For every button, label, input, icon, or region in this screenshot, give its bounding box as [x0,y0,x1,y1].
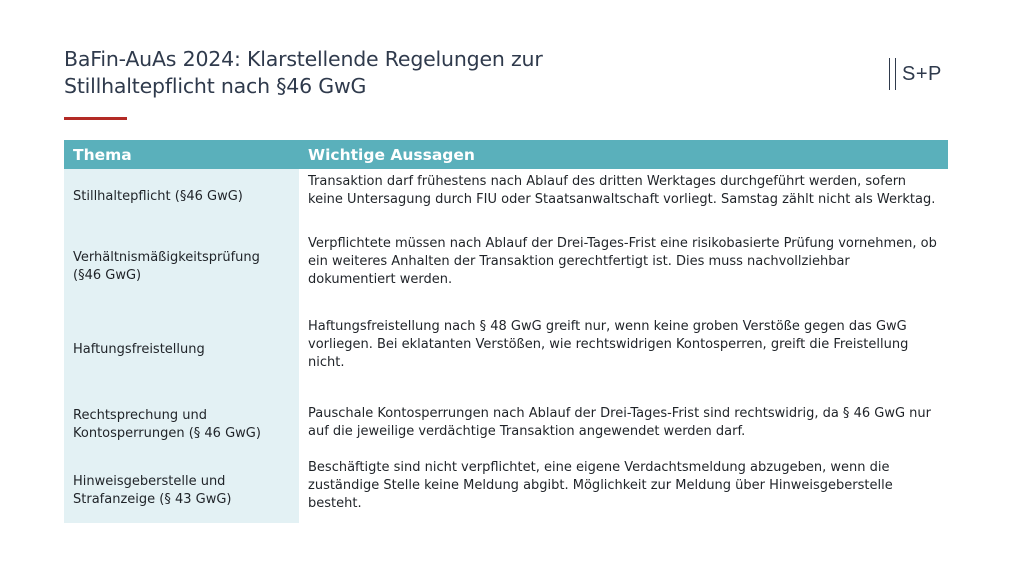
header-statements: Wichtige Aussagen [308,145,475,164]
logo-text: S+P [902,62,942,85]
row-topic: Haftungsfreistellung [64,309,299,391]
title-accent-rule [64,117,127,120]
row-topic: Verhältnismäßigkeitsprüfung (§46 GwG) [64,225,299,309]
table-row [64,169,948,225]
row-topic: Hinweisgeberstelle und Strafanzeige (§ 43 GwG) [64,458,299,523]
header-topic: Thema [73,145,132,164]
row-topic: Rechtsprechung und Kontosperrungen (§ 46 GwG) [64,391,299,458]
slide-title-line-1: BaFin-AuAs 2024: Klarstellende Regelungen zur [64,47,543,71]
row-topic: Stillhaltepflicht (§46 GwG) [64,169,299,225]
table-header-row [64,140,948,169]
slide-title [64,46,704,100]
row-statement: Beschäftigte sind nicht verpflichtet, eine eigene Verdachtsmeldung abzugeben, wenn die zuständige Stelle keine Meldung abgibt. Möglichkeit zur Meldung über Hinweisgeberstelle besteht. [308,460,893,511]
table-row [64,225,948,309]
slide-title-line-2: Stillhaltepflicht nach §46 GwG [64,74,367,98]
row-statement: Haftungsfreistellung nach § 48 GwG greift nur, wenn keine groben Verstöße gegen das GwG vorliegen. Bei eklatanten Verstößen, wie rechtswidrigen Kontosperren, greift die Freistellung nicht. [308,319,909,370]
logo-bars-icon [889,58,896,90]
table-row [64,309,948,391]
row-statement: Verpflichtete müssen nach Ablauf der Drei-Tages-Frist eine risikobasierte Prüfung vornehmen, ob ein weiteres Anhalten der Transaktion gerechtfertigt ist. Dies muss nachvollziehbar dokumentiert werden. [308,236,937,287]
row-statement: Pauschale Kontosperrungen nach Ablauf der Drei-Tages-Frist sind rechtswidrig, da § 46 GwG nur auf die jeweilige verdächtige Transaktion angewendet werden darf. [308,406,931,439]
topics-table [64,140,948,523]
table-row [64,391,948,458]
table-row [64,458,948,523]
row-statement: Transaktion darf frühestens nach Ablauf des dritten Werktages durchgeführt werden, sofern keine Untersagung durch FIU oder Staatsanwaltschaft vorliegt. Samstag zählt nicht als Werktag. [308,174,936,207]
company-logo [889,58,942,90]
